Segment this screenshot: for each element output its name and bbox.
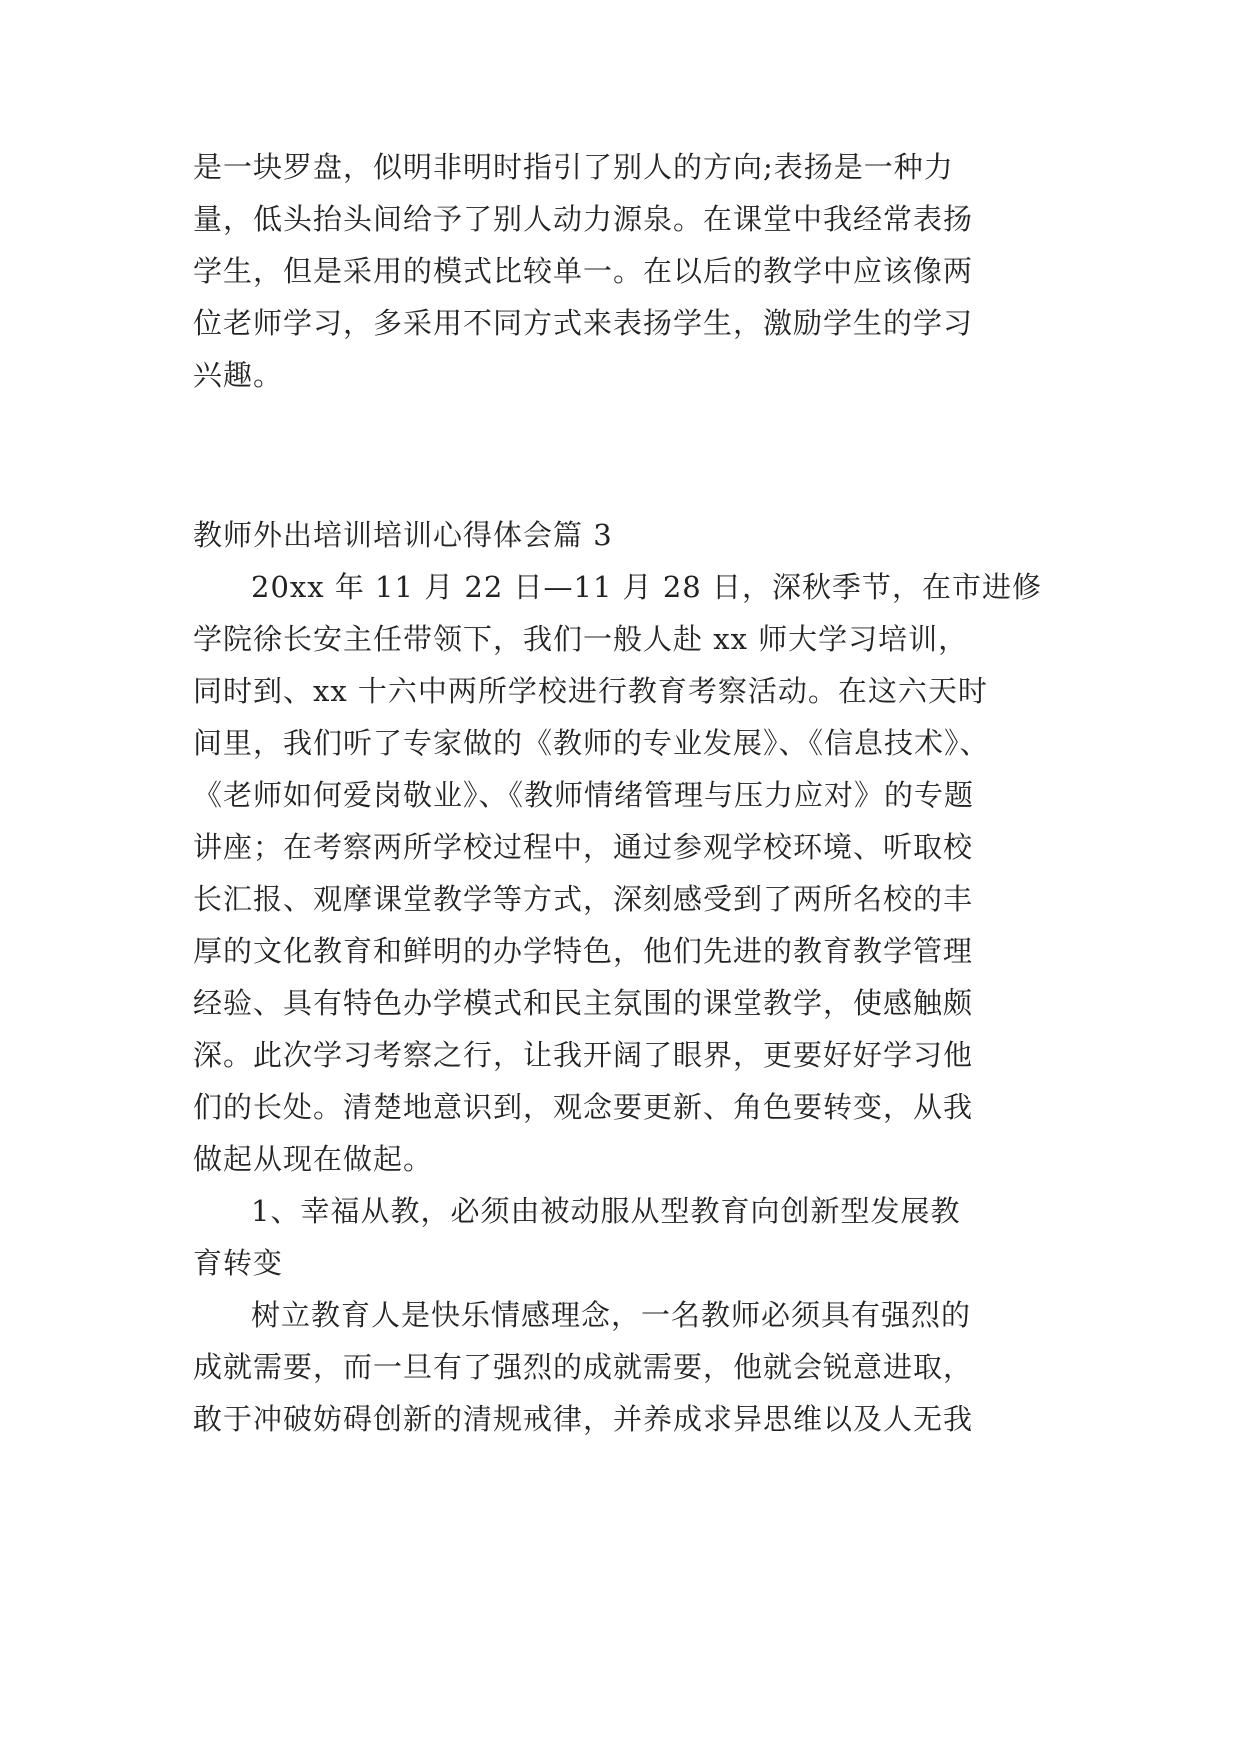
text-line: 树立教育人是快乐情感理念，一名教师必须具有强烈的 xyxy=(251,1298,972,1332)
list-item-heading: 1、幸福从教，必须由被动服从型教育向创新型发展教 xyxy=(251,1194,961,1228)
text-line: 学生，但是采用的模式比较单一。在以后的教学中应该像两 xyxy=(193,254,974,288)
section-title: 教师外出培训培训心得体会篇 3 xyxy=(193,518,613,552)
text-line: 量，低头抬头间给予了别人动力源泉。在课堂中我经常表扬 xyxy=(193,202,974,236)
text-line: 20xx 年 11 月 22 日—11 月 28 日，深秋季节，在市进修 xyxy=(251,570,1042,604)
text-line: 间里，我们听了专家做的《教师的专业发展》、《信息技术》、 xyxy=(193,726,990,760)
text-line: 同时到、xx 十六中两所学校进行教育考察活动。在这六天时 xyxy=(193,674,988,708)
text-line: 长汇报、观摩课堂教学等方式，深刻感受到了两所名校的丰 xyxy=(193,882,974,916)
text-line: 兴趣。 xyxy=(193,358,284,392)
text-line: 是一块罗盘，似明非明时指引了别人的方向;表扬是一种力 xyxy=(193,150,954,184)
text-line: 们的长处。清楚地意识到，观念要更新、角色要转变，从我 xyxy=(193,1090,974,1124)
text-line: 成就需要，而一旦有了强烈的成就需要，他就会锐意进取， xyxy=(193,1350,974,1384)
text-line: 《老师如何爱岗敬业》、《教师情绪管理与压力应对》的专题 xyxy=(193,778,975,812)
text-line: 敢于冲破妨碍创新的清规戒律，并养成求异思维以及人无我 xyxy=(193,1402,974,1436)
text-line: 学院徐长安主任带领下，我们一般人赴 xx 师大学习培训， xyxy=(193,622,969,656)
text-line: 厚的文化教育和鲜明的办学特色，他们先进的教育教学管理 xyxy=(193,934,974,968)
text-line: 位老师学习，多采用不同方式来表扬学生，激励学生的学习 xyxy=(193,306,974,340)
text-line: 做起从现在做起。 xyxy=(193,1142,434,1176)
text-line: 深。此次学习考察之行，让我开阔了眼界，更要好好学习他 xyxy=(193,1038,974,1072)
text-line: 经验、具有特色办学模式和民主氛围的课堂教学，使感触颇 xyxy=(193,986,974,1020)
text-line: 讲座；在考察两所学校过程中，通过参观学校环境、听取校 xyxy=(193,830,974,864)
list-item-heading: 育转变 xyxy=(193,1246,284,1280)
